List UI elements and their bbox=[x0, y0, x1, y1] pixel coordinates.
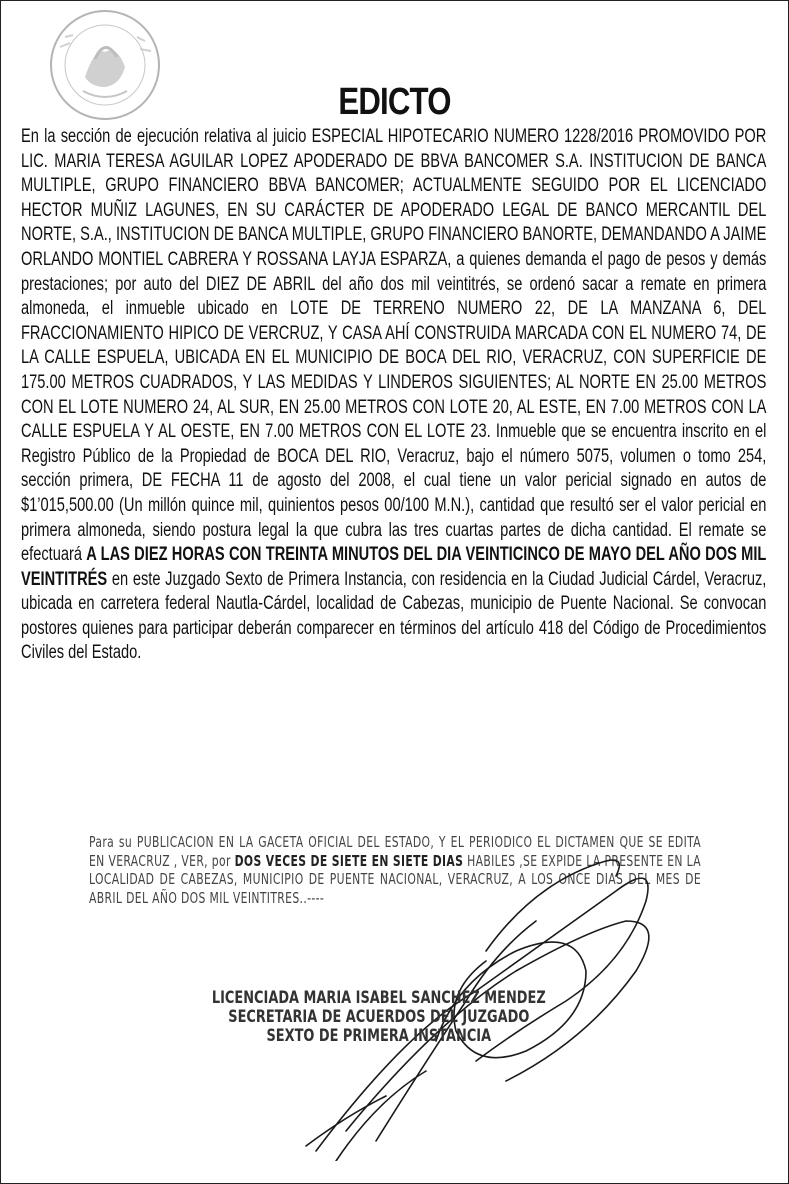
edict-body-part2: en este Juzgado Sexto de Primera Instancia, con residencia en la Ciudad Judicial Cárdel, Veracruz, ubicada en carretera federal Nautla-Cárdel, localidad de Cabezas, municipio de Puente Nacional. Se convocan postores quienes para participar deberán comparecer en términos del artículo 418 del Código de Procedimientos Civiles del Estado. bbox=[21, 568, 767, 664]
edict-body bbox=[21, 125, 766, 666]
stamp-text-part2: HABILES ,SE EXPIDE LA PRESENTE EN LA LOCALIDAD DE CABEZAS, MUNICIPIO DE PUENTE NACIONAL, VERACRUZ, A LOS ONCE DIAS DEL MES DE ABRIL DEL AÑO DOS MIL VEINTITRES..---- bbox=[89, 851, 702, 907]
document-title: EDICTO bbox=[338, 81, 451, 123]
signatory-role: SECRETARIA DE ACUERDOS DEL JUZGADO bbox=[228, 1007, 530, 1027]
stamp-text-part1: Para su PUBLICACION EN LA GACETA OFICIAL DEL ESTADO, Y EL PERIODICO EL DICTAMEN QUE SE EDITA EN VERACRUZ , VER, por bbox=[89, 833, 701, 870]
auction-datetime: A LAS DIEZ HORAS CON TREINTA MINUTOS DEL DIA VEINTICINCO DE MAYO DEL AÑO DOS MIL VEINTITRÉS bbox=[21, 544, 767, 590]
signatory-court: SEXTO DE PRIMERA INSTANCIA bbox=[266, 1026, 492, 1046]
signature-block bbox=[166, 989, 592, 1046]
publication-frequency: DOS VECES DE SIETE EN SIETE DIAS bbox=[234, 851, 464, 870]
edict-body-part1: En la sección de ejecución relativa al juicio ESPECIAL HIPOTECARIO NUMERO 1228/2016 PROMOVIDO POR LIC. MARIA TERESA AGUILAR LOPEZ APODERADO DE BBVA BANCOMER S.A. INSTITUCION DE BANCA MULTIPLE, GRUPO FINANCIERO BBVA BANCOMER; ACTUALMENTE SEGUIDO POR EL LICENCIADO HECTOR MUÑIZ LAGUNES, EN SU CARÁCTER DE APODERADO LEGAL DE BANCO MERCANTIL DEL NORTE, S.A., INSTITUCION DE BANCA MULTIPLE, GRUPO FINANCIERO BANORTE, DEMANDANDO A JAIME ORLANDO MONTIEL CABRERA Y ROSSANA LAYJA ESPARZA, a quienes demanda el pago de pesos y demás prestaciones; por auto del DIEZ DE ABRIL del año dos mil veintitrés, se ordenó sacar a remate en primera almoneda, el inmueble ubicado en LOTE DE TERRENO NUMERO 22, DE LA MANZANA 6, DEL FRACCIONAMIENTO HIPICO DE VERCRUZ, Y CASA AHÍ CONSTRUIDA MARCADA CON EL NUMERO 74, DE LA CALLE ESPUELA, UBICADA EN EL MUNICIPIO DE BOCA DEL RIO, VERACRUZ, CON SUPERFICIE DE 175.00 METROS CUADRADOS, Y LAS MEDIDAS Y LINDEROS SIGUIENTES; AL NORTE EN 25.00 METROS CON EL LOTE NUMERO 24, AL SUR, EN 25.00 METROS CON LOTE 20, AL ESTE, EN 7.00 METROS CON LA CALLE ESPUELA Y AL OESTE, EN 7.00 METROS CON EL LOTE 23. Inmueble que se encuentra inscrito en el Registro Público de la Propiedad de BOCA DEL RIO, Veracruz, bajo el número 5075, volumen o tomo 254, sección primera, DE FECHA 11 de agosto del 2008, el cual tiene un valor pericial signado en autos de $1’015,500.00 (Un millón quince mil, quinientos pesos 00/100 M.N.), cantidad que resultó ser el valor pericial en primera almoneda, siendo postura legal la que cubra las tres cuartas partes de dicha cantidad. El remate se efectuará bbox=[21, 126, 767, 566]
signatory-name: LICENCIADA MARIA ISABEL SANCHEZ MENDEZ bbox=[211, 988, 546, 1008]
